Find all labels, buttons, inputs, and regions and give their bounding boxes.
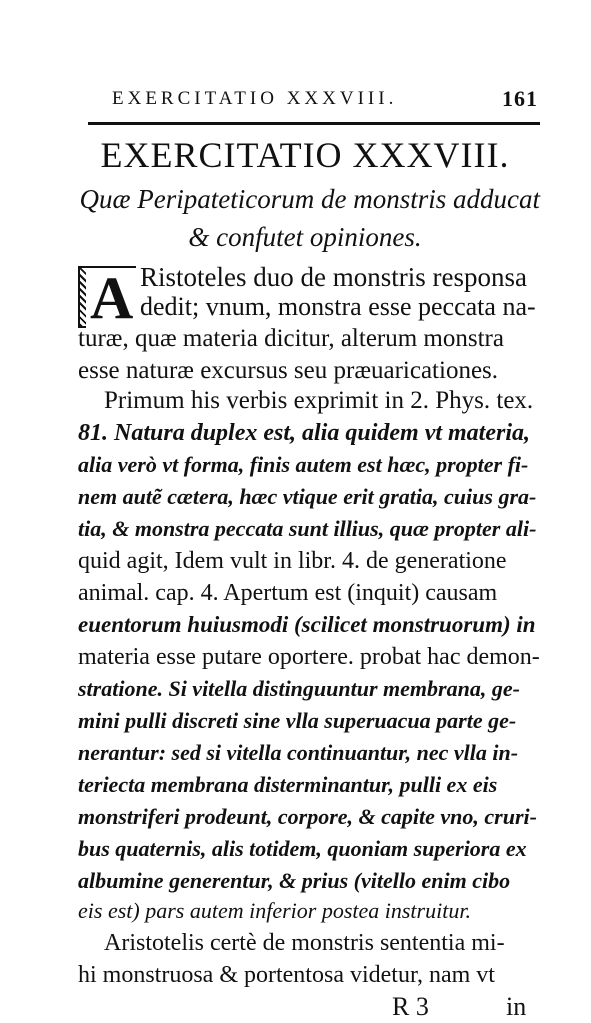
body-line: alia verò vt forma, finis autem est hæc, propter fi-	[78, 452, 529, 477]
running-title: EXERCITATIO XXXVIII.	[112, 88, 398, 109]
body-line: teriecta membrana disterminantur, pulli ex eis	[78, 772, 498, 797]
header-rule	[88, 122, 540, 125]
body-line: euentorum huiusmodi (scilicet monstruorum) in	[78, 612, 536, 637]
chapter-subtitle-line-1: Quæ Peripateticorum de monstris adducat	[79, 184, 540, 214]
ornamental-initial	[78, 265, 136, 331]
body-line: Aristotelis certè de monstris sententia mi-	[104, 930, 505, 956]
body-line: albumine generentur, & prius (vitello enim cibo	[78, 868, 511, 893]
body-line: animal. cap. 4. Apertum est (inquit) causam	[78, 580, 498, 606]
body-line: bus quaternis, alis totidem, quoniam superiora ex	[78, 836, 527, 861]
chapter-title: EXERCITATIO XXXVIII.	[100, 135, 510, 175]
body-line: Primum his verbis exprimit in 2. Phys. tex.	[104, 387, 534, 414]
body-line: nem autẽ cætera, hæc vtique erit gratia, cuius gra-	[78, 484, 537, 509]
body-line: dedit; vnum, monstra esse peccata na-	[140, 292, 536, 321]
body-line: quid agit, Idem vult in libr. 4. de generatione	[78, 548, 507, 574]
body-line: mini pulli discreti sine vlla superuacua parte ge-	[78, 708, 517, 733]
body-line: nerantur: sed si vitella continuantur, nec vlla in-	[78, 740, 519, 765]
body-line: 81. Natura duplex est, alia quidem vt materia,	[78, 420, 531, 446]
body-line: turæ, quæ materia dicitur, alterum monstra	[78, 325, 504, 352]
body-line: hi monstruosa & portentosa videtur, nam vt	[78, 962, 495, 988]
running-head	[84, 86, 542, 116]
body-line: eis est) pars autem inferior postea instruitur.	[78, 898, 471, 923]
signature-mark: R 3	[392, 992, 429, 1021]
chapter-subtitle-line-2: & confutet opiniones.	[188, 222, 422, 252]
body-line: Ristoteles duo de monstris responsa	[140, 262, 527, 292]
body-line: tia, & monstra peccata sunt illius, quæ propter ali-	[78, 516, 537, 541]
catchword: in	[506, 992, 527, 1021]
body-line: esse naturæ excursus seu præuaricationes.	[78, 357, 499, 384]
ornamental-initial-letter: A	[86, 268, 137, 328]
body-line: materia esse putare oportere. probat hac demon-	[78, 644, 540, 670]
page-number: 161	[502, 86, 538, 111]
body-line: monstriferi prodeunt, corpore, & capite vno, cruri-	[78, 804, 537, 829]
body-line: stratione. Si vitella distinguuntur membrana, ge-	[78, 676, 520, 701]
